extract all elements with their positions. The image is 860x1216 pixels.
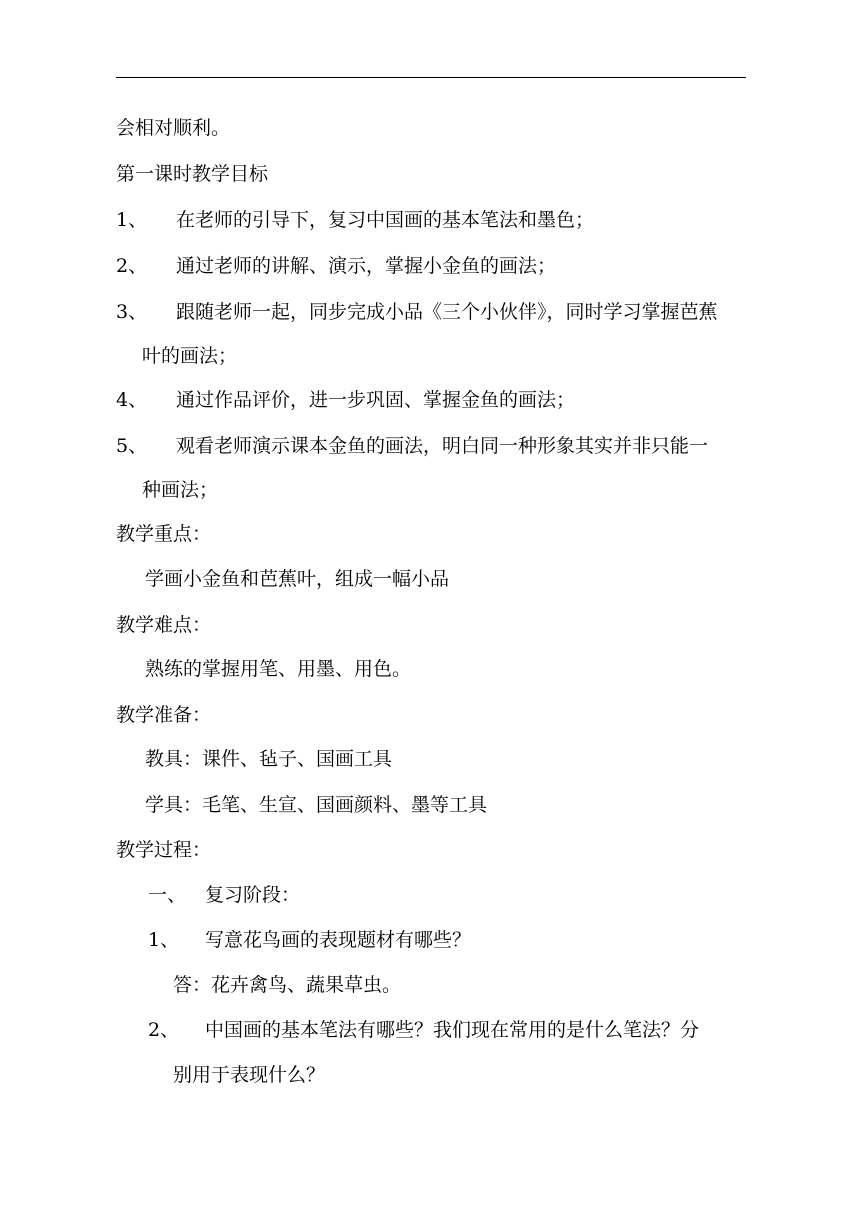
- goal-text: 跟随老师一起，同步完成小品《三个小伙伴》，同时学习掌握芭蕉: [176, 301, 718, 323]
- goal-number: 5、: [116, 435, 148, 457]
- goal-text-continued: 叶的画法；: [142, 345, 238, 367]
- goal-number: 4、: [116, 389, 148, 411]
- goal-number: 2、: [116, 255, 148, 277]
- goal-number: 1、: [116, 209, 148, 231]
- goal-text-continued: 种画法；: [142, 479, 219, 501]
- process-heading: 教学过程：: [116, 839, 212, 861]
- question-text: 中国画的基本笔法有哪些？我们现在常用的是什么笔法？分: [205, 1019, 700, 1041]
- question-answer: 答：花卉禽鸟、蔬果草虫。: [173, 974, 402, 996]
- question-number: 1、: [148, 929, 180, 951]
- header-rule: [116, 77, 746, 78]
- goal-number: 3、: [116, 301, 148, 323]
- intro-text: 会相对顺利。: [116, 117, 231, 139]
- key-text: 学画小金鱼和芭蕉叶，组成一幅小品: [145, 568, 450, 590]
- question-text: 写意花鸟画的表现题材有哪些？: [205, 929, 472, 951]
- question-text-continued: 别用于表现什么？: [173, 1064, 326, 1086]
- goals-heading: 第一课时教学目标: [116, 163, 269, 185]
- prep-teacher: 教具：课件、毡子、国画工具: [145, 748, 393, 770]
- key-heading: 教学重点：: [116, 523, 212, 545]
- goal-text: 观看老师演示课本金鱼的画法，明白同一种形象其实并非只能一: [176, 435, 709, 457]
- stage-number: 一、: [148, 884, 187, 906]
- goal-text: 通过老师的讲解、演示，掌握小金鱼的画法；: [176, 255, 557, 277]
- stage-title: 复习阶段：: [205, 884, 301, 906]
- difficulty-text: 熟练的掌握用笔、用墨、用色。: [145, 658, 412, 680]
- difficulty-heading: 教学难点：: [116, 614, 212, 636]
- prep-heading: 教学准备：: [116, 704, 212, 726]
- prep-student: 学具：毛笔、生宣、国画颜料、墨等工具: [145, 794, 488, 816]
- question-number: 2、: [148, 1019, 180, 1041]
- goal-text: 在老师的引导下，复习中国画的基本笔法和墨色；: [176, 209, 595, 231]
- goal-text: 通过作品评价，进一步巩固、掌握金鱼的画法；: [176, 389, 576, 411]
